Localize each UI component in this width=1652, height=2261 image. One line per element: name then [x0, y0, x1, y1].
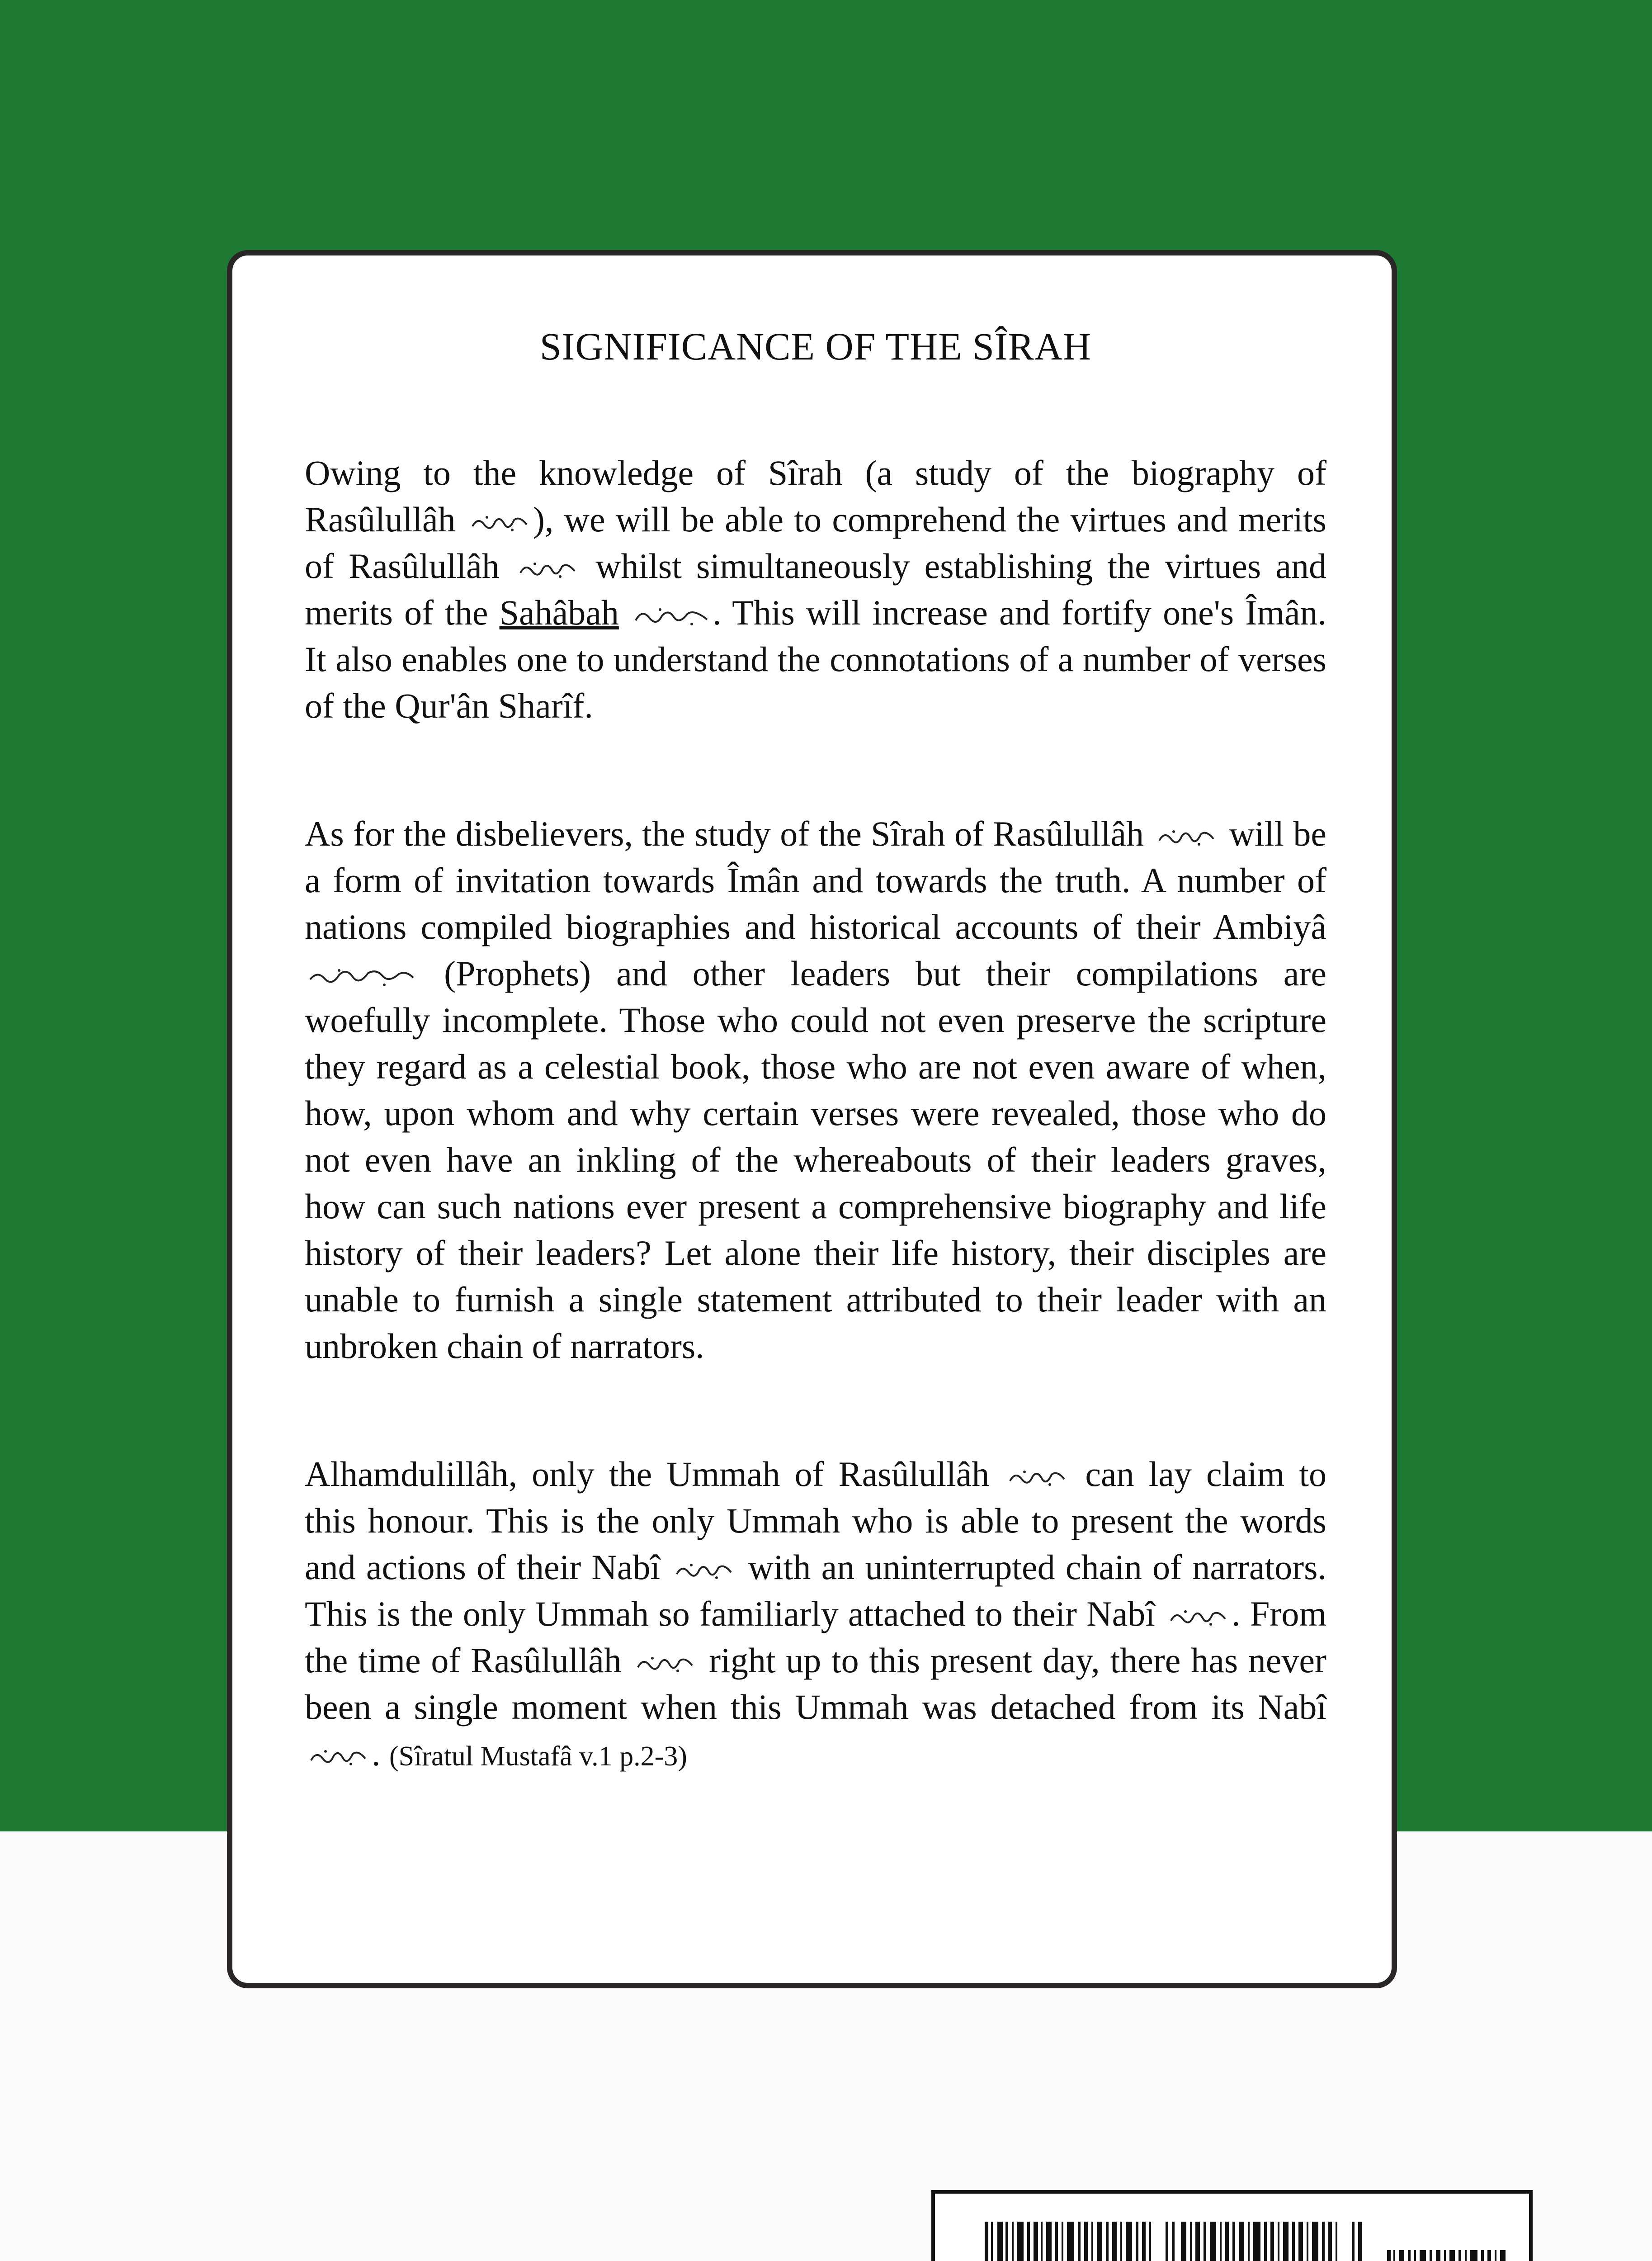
panel-content — [305, 323, 1326, 1780]
paragraph-3: Alhamdulillâh, only the Ummah of Rasûlullâh can lay claim to this honour. This is the only Ummah who is able to present the words and actions of their Nabî with an uninterrupted chain of narrators. This is the only Ummah so familiarly attached to their Nabî . From the time of Rasûlullâh right up to this present day, there has never been a single moment when this Ummah was detached from its Nabî . (Sîratul Mustafâ v.1 p.2-3) — [305, 1454, 1327, 1774]
paragraph-2: As for the disbelievers, the study of the Sîrah of Rasûlullâh will be a form of invitation towards Îmân and towards the truth. A number of nations compiled biographies and historical accounts of their Ambiyâ (Prophets) and other leaders but their compilations are woefully incomplete. Those who could not even preserve the scripture they regard as a celestial book, those who are not even aware of when, how, upon whom and why certain verses were revealed, those who do not even have an inkling of the whereabouts of their leaders graves, how can such nations ever present a comprehensive biography and life history of their leaders? Let alone their life history, their disciples are unable to furnish a single statement attributed to their leader with an unbroken chain of narrators. — [305, 814, 1327, 1366]
radiyallahu-calligraphy-icon — [633, 605, 710, 628]
alayhimus-salam-calligraphy-icon — [307, 966, 416, 989]
salutation-calligraphy-icon — [1156, 826, 1217, 849]
salutation-calligraphy-icon — [1167, 1606, 1229, 1629]
barcode-addon-bars — [1387, 2250, 1509, 2261]
text-panel — [227, 250, 1397, 1988]
salutation-calligraphy-icon — [634, 1653, 696, 1675]
sahabah-word: Sahâbah — [499, 593, 619, 633]
salutation-calligraphy-icon — [1006, 1466, 1068, 1489]
barcode-bars — [985, 2222, 1364, 2261]
isbn-barcode — [931, 2190, 1533, 2261]
page-title: SIGNIFICANCE OF THE SÎRAH — [539, 325, 1092, 368]
salutation-calligraphy-icon — [517, 558, 578, 581]
salutation-calligraphy-icon — [673, 1560, 735, 1582]
paragraph-1: Owing to the knowledge of Sîrah (a study of the biography of Rasûlullâh ), we will be able to comprehend the virtues and merits of Rasûlullâh whilst simultaneously establishing the virtues and merits of the Sahâbah . This will increase and fortify one's Îmân. It also enables one to understand the connotations of a number of verses of the Qur'ân Sharîf. — [305, 453, 1327, 726]
salutation-calligraphy-icon — [469, 512, 530, 535]
salutation-calligraphy-icon — [307, 1746, 369, 1769]
citation: (Sîratul Mustafâ v.1 p.2-3) — [389, 1741, 687, 1772]
